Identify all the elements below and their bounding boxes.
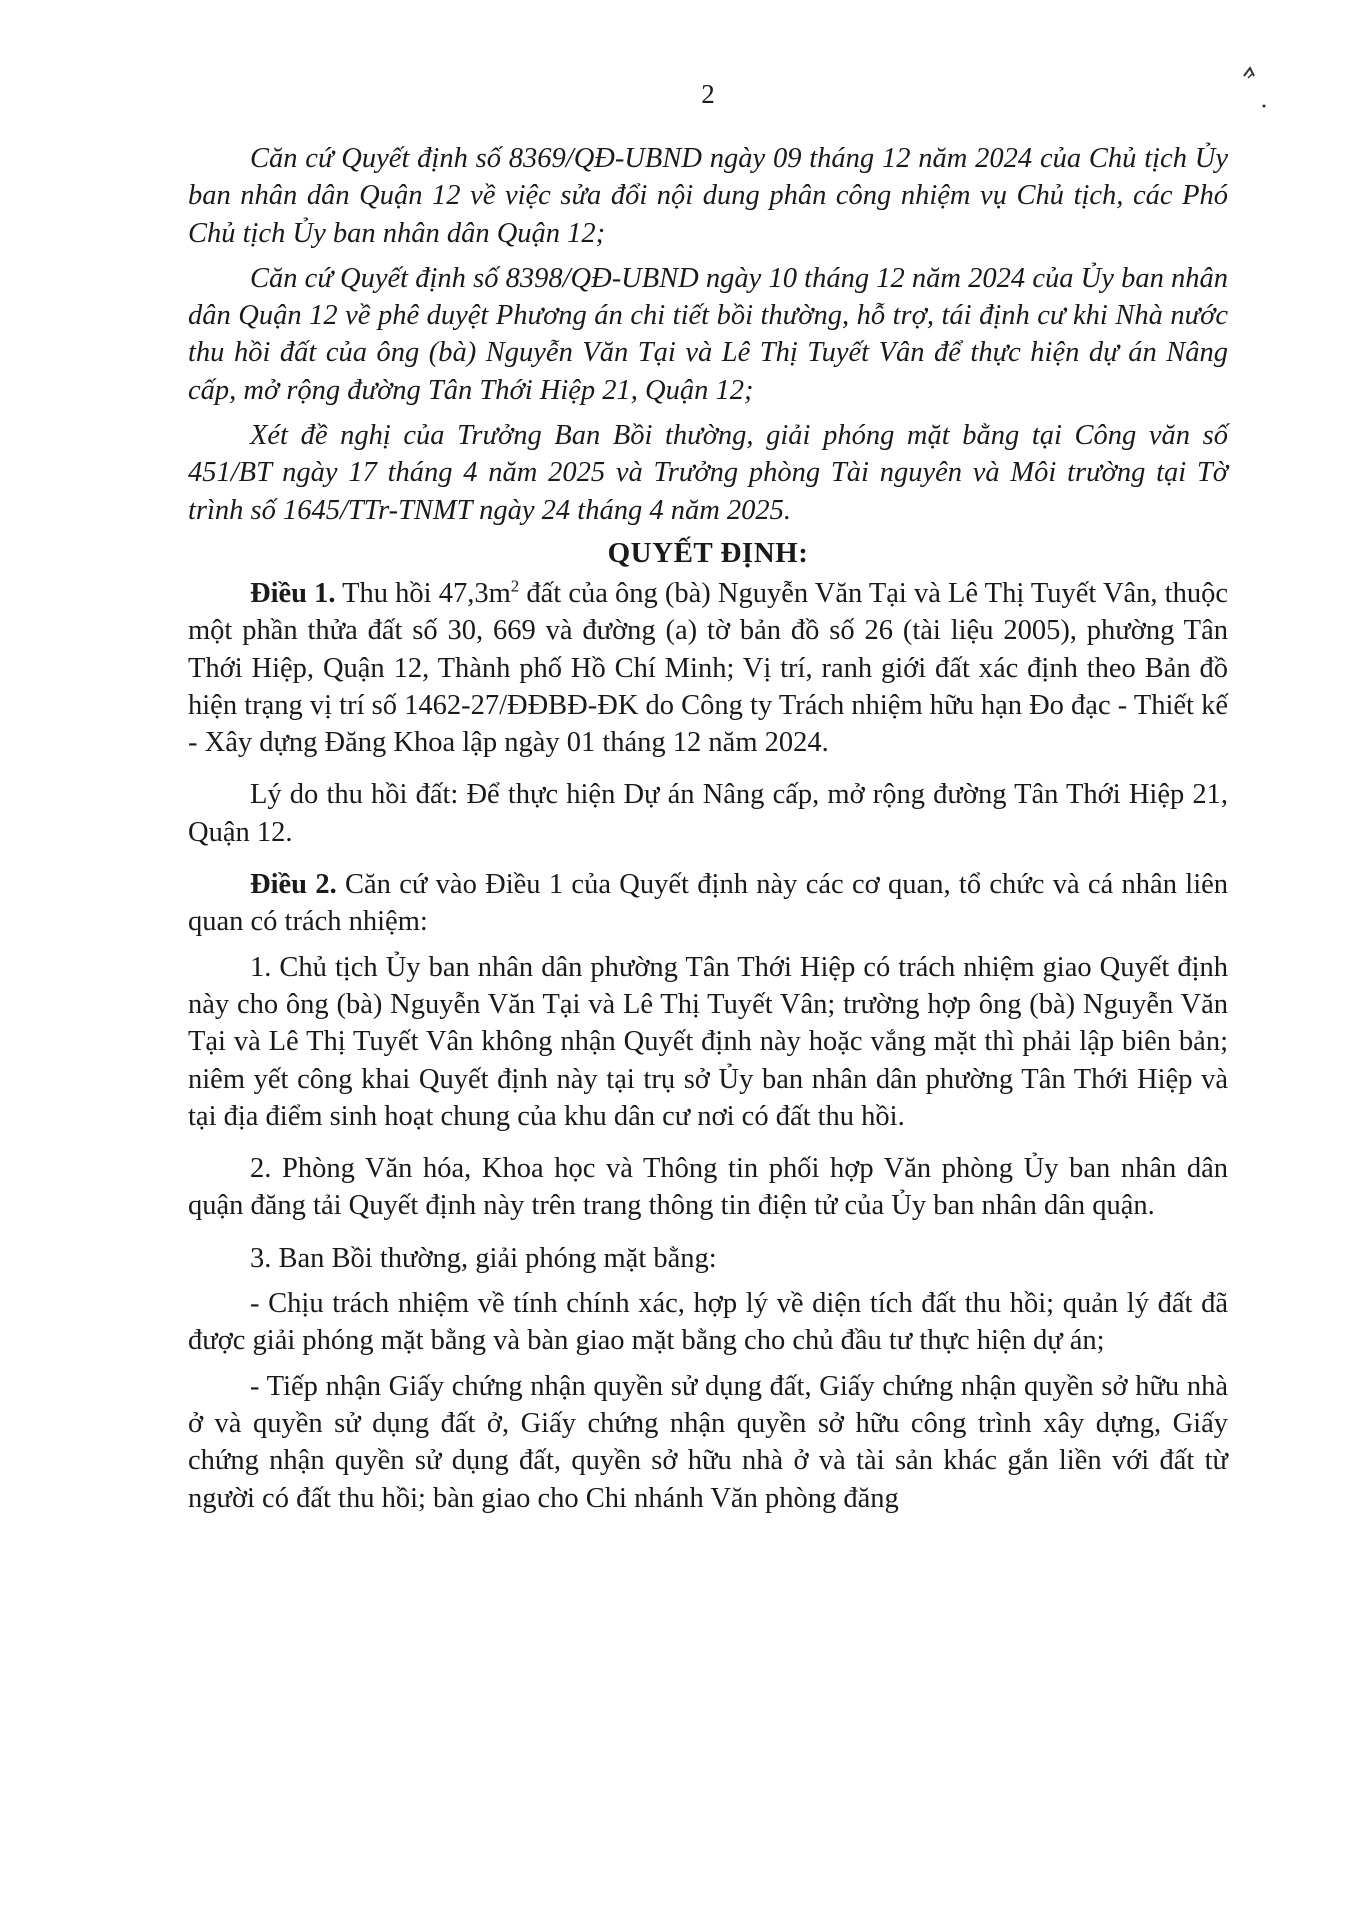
- article-1-text-b: đất của ông (bà) Nguyễn Văn Tại và Lê Thị Tuyết Vân, thuộc một phần thửa đất số 30, 669 và đường (a) tờ bản đồ số 26 (tài liệu 2005), phường Tân Thới Hiệp, Quận 12, Thành phố Hồ Chí Minh; Vị trí, ranh giới đất xác định theo Bản đồ hiện trạng vị trí số 1462-27/ĐĐBĐ-ĐK do Công ty Trách nhiệm hữu hạn Đo đạc - Thiết kế - Xây dựng Đăng Khoa lập ngày 01 tháng 12 năm 2024.: [188, 577, 1228, 759]
- article-1-reason: Lý do thu hồi đất: Để thực hiện Dự án Nâng cấp, mở rộng đường Tân Thới Hiệp 21, Quận 12.: [188, 779, 1228, 848]
- article-2: [188, 866, 1228, 941]
- article-1-label: Điều 1.: [250, 577, 336, 609]
- article-1: [188, 575, 1228, 761]
- article-2-item-3: 3. Ban Bồi thường, giải phóng mặt bằng:: [250, 1242, 717, 1274]
- article-1-text-a: Thu hồi 47,3m: [335, 577, 511, 609]
- article-2-item-1: 1. Chủ tịch Ủy ban nhân dân phường Tân Thới Hiệp có trách nhiệm giao Quyết định này cho ông (bà) Nguyễn Văn Tại và Lê Thị Tuyết Vân; trường hợp ông (bà) Nguyễn Văn Tại và Lê Thị Tuyết Vân không nhận Quyết định này hoặc vắng mặt thì phải lập biên bản; niêm yết công khai Quyết định này tại trụ sở Ủy ban nhân dân phường Tân Thới Hiệp và tại địa điểm sinh hoạt chung của khu dân cư nơi có đất thu hồi.: [188, 951, 1228, 1132]
- article-2-text: Căn cứ vào Điều 1 của Quyết định này các cơ quan, tổ chức và cá nhân liên quan có trách nhiệm:: [188, 869, 1229, 938]
- document-page: [188, 0, 1228, 1920]
- article-2-label: Điều 2.: [250, 869, 337, 901]
- scan-mark: [1238, 60, 1298, 120]
- preamble-paragraph-3: Xét đề nghị của Trưởng Ban Bồi thường, giải phóng mặt bằng tại Công văn số 451/BT ngày 17 tháng 4 năm 2025 và Trưởng phòng Tài nguyên và Môi trường tại Tờ trình số 1645/TTr-TNMT ngày 24 tháng 4 năm 2025.: [188, 420, 1228, 526]
- article-2-item-3-bullet-1: - Chịu trách nhiệm về tính chính xác, hợp lý về diện tích đất thu hồi; quản lý đất đã được giải phóng mặt bằng và bàn giao mặt bằng cho chủ đầu tư thực hiện dự án;: [188, 1288, 1228, 1357]
- page-number: 2: [701, 79, 715, 109]
- document-body: [188, 140, 1228, 1517]
- preamble-paragraph-1: Căn cứ Quyết định số 8369/QĐ-UBND ngày 09 tháng 12 năm 2024 của Chủ tịch Ủy ban nhân dân Quận 12 về việc sửa đổi nội dung phân công nhiệm vụ Chủ tịch, các Phó Chủ tịch Ủy ban nhân dân Quận 12;: [188, 143, 1228, 249]
- article-1-sup: 2: [510, 576, 520, 596]
- decision-heading: QUYẾT ĐỊNH:: [607, 536, 809, 569]
- article-2-item-2: 2. Phòng Văn hóa, Khoa học và Thông tin phối hợp Văn phòng Ủy ban nhân dân quận đăng tải Quyết định này trên trang thông tin điện tử của Ủy ban nhân dân quận.: [188, 1153, 1228, 1222]
- article-2-item-3-bullet-2: - Tiếp nhận Giấy chứng nhận quyền sử dụng đất, Giấy chứng nhận quyền sở hữu nhà ở và quyền sử dụng đất ở, Giấy chứng nhận quyền sở hữu công trình xây dựng, Giấy chứng nhận quyền sử dụng đất, quyền sở hữu nhà ở và tài sản khác gắn liền với đất từ người có đất thu hồi; bàn giao cho Chi nhánh Văn phòng đăng: [188, 1370, 1228, 1514]
- preamble-paragraph-2: Căn cứ Quyết định số 8398/QĐ-UBND ngày 10 tháng 12 năm 2024 của Ủy ban nhân dân Quận 12 về phê duyệt Phương án chi tiết bồi thường, hỗ trợ, tái định cư khi Nhà nước thu hồi đất của ông (bà) Nguyễn Văn Tại và Lê Thị Tuyết Vân để thực hiện dự án Nâng cấp, mở rộng đường Tân Thới Hiệp 21, Quận 12;: [188, 262, 1228, 406]
